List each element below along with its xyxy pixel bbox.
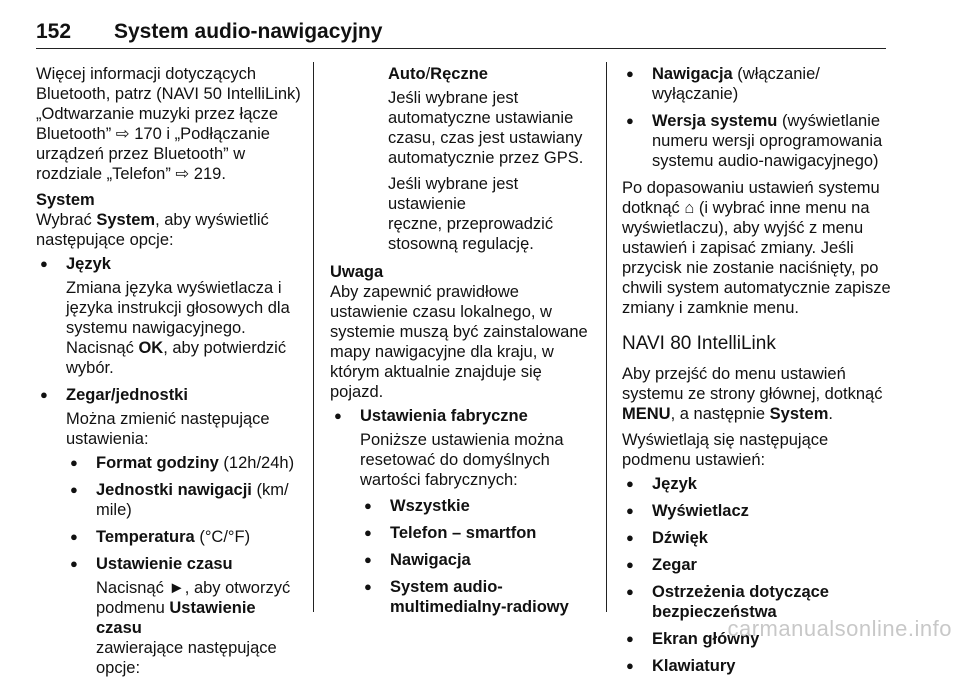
zegar-sublist [36, 453, 302, 678]
list-item-submenu: ● Dźwięk [622, 528, 892, 548]
intro-paragraph: Więcej informacji dotyczących Bluetooth, patrz (NAVI 50 IntelliLink) „Odtwarzanie muzyki przez łącze Bluetooth” ⇨ 170 i „Podłączanie urządzeń przez Bluetooth” w rozdziale „Telefon” ⇨ 219. [36, 65, 301, 183]
list-item-reset: ● Nawigacja [360, 550, 596, 570]
list-item-wersja-systemu: ● Wersja systemu (wyświetlanie numeru wersji oprogramowania systemu audio-nawigacyjnego) [622, 111, 892, 171]
column-divider-1 [313, 62, 314, 612]
system-heading: System [36, 191, 95, 209]
page-header [36, 10, 886, 49]
system-intro: Wybrać System, aby wyświetlić następujące opcje: [36, 211, 269, 249]
navi80-intro: Aby przejść do menu ustawień systemu ze strony głównej, dotknąć MENU, a następnie System. [622, 365, 883, 423]
factory-settings-list [330, 406, 596, 617]
list-item-submenu: ● Wyświetlacz [622, 501, 892, 521]
auto-paragraph-1: Jeśli wybrane jest automatyczne ustawianie czasu, czas jest ustawiany automatycznie przez GPS. [388, 89, 584, 167]
column-3 [622, 64, 892, 683]
uwaga-heading: Uwaga [330, 263, 384, 281]
czas-description: Nacisnąć ►, aby otworzyć podmenu Ustawienie czasu zawierające następujące opcje: [96, 579, 291, 677]
list-item-jednostki-nawigacji: ● Jednostki nawigacji (km/ mile) [66, 480, 302, 520]
jezyk-description: Zmiana języka wyświetlacza i języka instrukcji głosowych dla systemu nawigacyjnego. Nacisnąć OK, aby potwierdzić wybór. [66, 279, 290, 377]
submenu-intro: Wyświetlają się następujące podmenu ustawień: [622, 431, 829, 469]
auto-paragraph-2: Jeśli wybrane jest ustawienie ręczne, przeprowadzić stosowną regulację. [388, 175, 554, 253]
more-options-list [622, 64, 892, 171]
column-2 [330, 64, 596, 624]
list-item-temperatura: ● Temperatura (°C/°F) [66, 527, 302, 547]
column-divider-2 [606, 62, 607, 612]
uwaga-text: Aby zapewnić prawidłowe ustawienie czasu lokalnego, w systemie muszą być zainstalowane mapy nawigacyjne dla kraju, w którym aktualnie znajduje się pojazd. [330, 283, 588, 401]
submenu-list [622, 474, 892, 676]
list-item-nawigacja: ● Nawigacja (włączanie/ wyłączanie) [622, 64, 892, 104]
list-item-submenu: ● Zegar [622, 555, 892, 575]
auto-reczne-block [330, 64, 596, 254]
zegar-description: Można zmienić następujące ustawienia: [66, 410, 270, 448]
column-1 [36, 64, 302, 685]
list-item-ustawienia-fabryczne: ● Ustawienia fabryczne Poniższe ustawienia można resetować do domyślnych wartości fabrycznych: ● Wszystkie ● Telefon – smartfon ● Nawigacja ● System audio- multimedialny-radiowy [330, 406, 596, 617]
list-item-ustawienie-czasu: ● Ustawienie czasu Nacisnąć ►, aby otworzyć podmenu Ustawienie czasu zawierające następujące opcje: [66, 554, 302, 678]
page-title: System audio-nawigacyjny [114, 20, 383, 43]
fabryczne-description: Poniższe ustawienia można resetować do domyślnych wartości fabrycznych: [360, 431, 564, 489]
list-item-zegar-jednostki: ● Zegar/jednostki Można zmienić następujące ustawienia: ● Format godziny (12h/24h) ● Jednostki nawigacji (km/ mile) ● Temperatura (°C/°F) ● Ustawienie czasu Nacisnąć ►, aby otworzyć podmenu Ustawienie czasu zawierające następujące opcje: [36, 385, 302, 678]
list-item-jezyk: ● Język Zmiana języka wyświetlacza i języka instrukcji głosowych dla systemu nawigacyjnego. Nacisnąć OK, aby potwierdzić wybór. [36, 254, 302, 378]
list-item-submenu: ● Język [622, 474, 892, 494]
list-item-submenu: ● Ostrzeżenia dotyczące bezpieczeństwa [622, 582, 892, 622]
navi80-heading: NAVI 80 IntelliLink [622, 333, 776, 354]
list-item-reset: ● Telefon – smartfon [360, 523, 596, 543]
list-item-submenu: ● Klawiatury [622, 656, 892, 676]
system-options-list [36, 254, 302, 678]
list-item-reset: ● System audio- multimedialny-radiowy [360, 577, 596, 617]
page-number: 152 [36, 20, 72, 43]
watermark: carmanualsonline.info [727, 616, 952, 641]
list-item-submenu: ● Ekran główny [622, 629, 892, 649]
list-item-format-godziny: ● Format godziny (12h/24h) [66, 453, 302, 473]
reset-options-list [360, 496, 596, 617]
after-settings-paragraph: Po dopasowaniu ustawień systemu dotknąć ⌂ (i wybrać inne menu na wyświetlaczu), aby wyjść z menu ustawień i zapisać zmiany. Jeśli przycisk nie zostanie naciśnięty, po chwili system automatycznie zapisze zmiany i zamknie menu. [622, 179, 891, 317]
list-item-reset: ● Wszystkie [360, 496, 596, 516]
auto-reczne-label: Auto/Ręczne [388, 65, 488, 83]
